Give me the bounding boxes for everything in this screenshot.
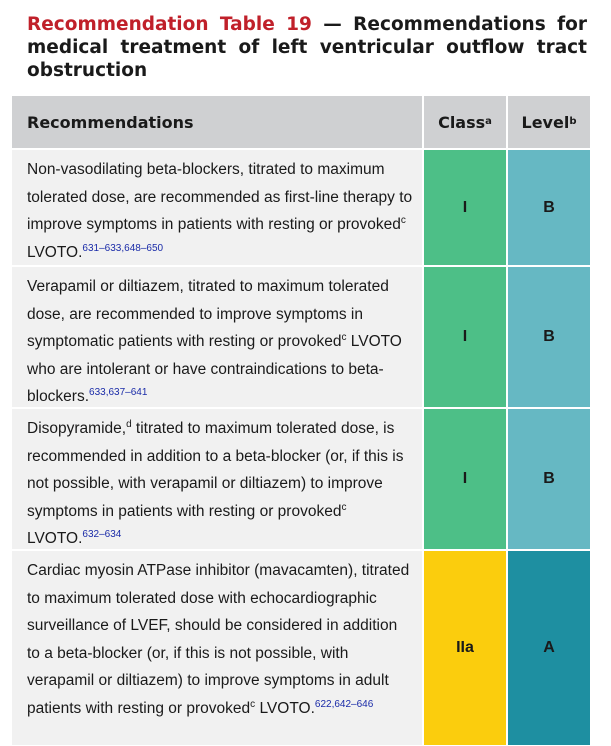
level-cell: B bbox=[508, 409, 590, 549]
rec-text-a: Disopyramide, bbox=[27, 420, 127, 437]
rec-text-b: LVOTO who are intolerant or have contraindications to beta-blockers. bbox=[27, 333, 402, 405]
header-level: Level b bbox=[521, 112, 577, 132]
class-cell: IIa bbox=[424, 551, 508, 745]
level-cell: B bbox=[508, 150, 590, 265]
class-cell: I bbox=[424, 150, 508, 265]
table-row bbox=[12, 549, 590, 745]
rec-text-c: LVOTO. bbox=[27, 530, 83, 547]
header-class: Class a bbox=[424, 96, 508, 148]
recommendation-text bbox=[12, 150, 424, 265]
rec-sup-a: c bbox=[341, 331, 347, 343]
header-level-label: Level bbox=[521, 112, 570, 132]
rec-text-a: Cardiac myosin ATPase inhibitor (mavacamten), titrated to maximum tolerated dose with echocardiographic surveillance of LVEF, should be considered in addition to a beta-blocker (or, if this is not possible, with verapamil or diltiazem) to improve symptoms in adult patients with resting or provoked bbox=[27, 562, 410, 717]
recommendation-text bbox=[12, 551, 424, 745]
class-cell: I bbox=[424, 409, 508, 549]
rec-text-b: LVOTO. bbox=[27, 243, 83, 261]
rec-sup-b: c bbox=[341, 501, 347, 513]
table-label: Recommendation Table 19 bbox=[27, 14, 312, 35]
reference-numbers[interactable]: 633,637–641 bbox=[89, 386, 148, 398]
rec-sup-a: c bbox=[250, 698, 256, 710]
reference-numbers[interactable]: 622,642–646 bbox=[314, 698, 374, 710]
table-title-text: — Recommendations for medical treatment of left ventricular outflow tract obstruction bbox=[27, 14, 587, 81]
level-cell: A bbox=[508, 551, 590, 745]
rec-text-a: Verapamil or diltiazem, titrated to maximum tolerated dose, are recommended to improve symptoms in symptomatic patients with resting or provoked bbox=[27, 278, 389, 350]
reference-numbers[interactable]: 631–633,648–650 bbox=[82, 242, 164, 254]
table-header bbox=[12, 96, 590, 148]
class-cell: I bbox=[424, 267, 508, 407]
reference-numbers[interactable]: 632–634 bbox=[82, 528, 122, 540]
header-recommendations: Recommendations bbox=[12, 96, 424, 148]
rec-sup-a: c bbox=[400, 214, 406, 226]
rec-text-a: Non-vasodilating beta-blockers, titrated to maximum tolerated dose, are recommended as first-line therapy to improve symptoms in patients with resting or provoked bbox=[27, 161, 413, 233]
rec-text-b: LVOTO. bbox=[255, 699, 315, 717]
header-class-label: Class bbox=[438, 112, 486, 132]
rec-text-b: titrated to maximum tolerated dose, is recommended in addition to a beta-blocker (or, if this is not possible, with verapamil or diltiazem) to improve symptoms in patients with resting or provoked bbox=[27, 420, 404, 520]
recommendation-table bbox=[12, 96, 590, 745]
table-title bbox=[27, 13, 587, 82]
table-row bbox=[12, 407, 590, 549]
rec-sup-a: d bbox=[126, 418, 132, 430]
recommendation-text bbox=[12, 409, 424, 549]
table-row bbox=[12, 148, 590, 265]
recommendation-text bbox=[12, 267, 424, 407]
table-row bbox=[12, 265, 590, 407]
level-cell: B bbox=[508, 267, 590, 407]
